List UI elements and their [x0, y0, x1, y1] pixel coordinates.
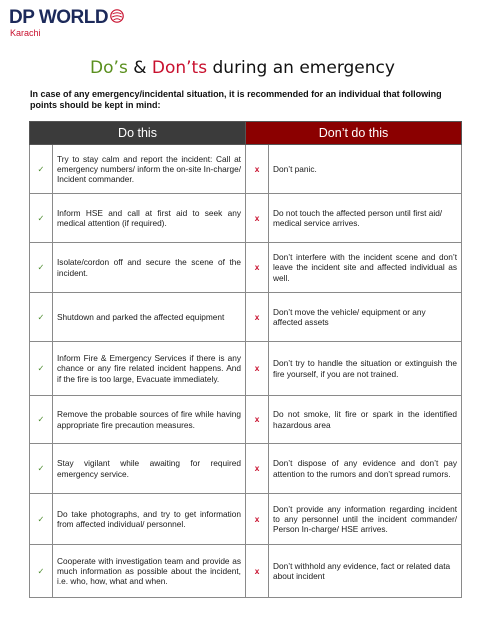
table-row [30, 194, 462, 243]
cross-icon: x [246, 396, 269, 444]
dont-column-header: Don’t do this [246, 122, 462, 145]
brand-name: DP WORLD [9, 7, 109, 28]
dont-cell: Don’t try to handle the situation or extinguish the fire yourself, if you are not trained. [269, 342, 462, 396]
dont-cell: Don’t move the vehicle/ equipment or any affected assets [269, 293, 462, 342]
location-label: Karachi [10, 28, 41, 38]
table-row [30, 396, 462, 444]
do-cell: Isolate/cordon off and secure the scene of the incident. [53, 243, 246, 293]
do-cell: Cooperate with investigation team and provide as much information as possible about the incident, i.e. who, how, what and when. [53, 545, 246, 598]
check-icon: ✓ [30, 243, 53, 293]
dont-cell: Do not touch the affected person until first aid/ medical service arrives. [269, 194, 462, 243]
table-row [30, 545, 462, 598]
dp-world-logo [9, 8, 124, 39]
check-icon: ✓ [30, 396, 53, 444]
do-column-header: Do this [30, 122, 246, 145]
table-row [30, 145, 462, 194]
dont-cell: Do not smoke, lit fire or spark in the identified hazardous area [269, 396, 462, 444]
do-cell: Inform Fire & Emergency Services if there is any chance or any fire related incident happens. And if the fire is too large, Evacuate immediately. [53, 342, 246, 396]
do-cell: Shutdown and parked the affected equipment [53, 293, 246, 342]
do-cell: Remove the probable sources of fire while having appropriate fire precaution measures. [53, 396, 246, 444]
check-icon: ✓ [30, 145, 53, 194]
cross-icon: x [246, 243, 269, 293]
cross-icon: x [246, 293, 269, 342]
table-row [30, 444, 462, 494]
table-row [30, 243, 462, 293]
cross-icon: x [246, 545, 269, 598]
dont-cell: Don’t withhold any evidence, fact or related data about incident [269, 545, 462, 598]
intro-text: In case of any emergency/incidental situation, it is recommended for an individual that following points should be kept in mind: [30, 89, 442, 110]
do-cell: Do take photographs, and try to get information from affected individual/ personnel. [53, 494, 246, 545]
cross-icon: x [246, 444, 269, 494]
do-cell: Try to stay calm and report the incident: Call at emergency numbers/ inform the on-site In-charge/ Incident commander. [53, 145, 246, 194]
check-icon: ✓ [30, 444, 53, 494]
check-icon: ✓ [30, 545, 53, 598]
cross-icon: x [246, 194, 269, 243]
do-cell: Stay vigilant while awaiting for required emergency service. [53, 444, 246, 494]
page-title [0, 58, 485, 78]
cross-icon: x [246, 494, 269, 545]
check-icon: ✓ [30, 293, 53, 342]
header [0, 0, 485, 46]
table-row [30, 293, 462, 342]
table-row [30, 494, 462, 545]
globe-icon [110, 9, 124, 23]
check-icon: ✓ [30, 194, 53, 243]
dont-cell: Don’t provide any information regarding incident to any personnel until the incident commander/ Person In-charge/ HSE arrives. [269, 494, 462, 545]
dont-cell: Don’t dispose of any evidence and don’t pay attention to the rumors and don’t spread rumors. [269, 444, 462, 494]
title-amp: & [133, 58, 147, 78]
cross-icon: x [246, 145, 269, 194]
cross-icon: x [246, 342, 269, 396]
check-icon: ✓ [30, 494, 53, 545]
table-row [30, 342, 462, 396]
title-rest: during an emergency [212, 58, 395, 78]
check-icon: ✓ [30, 342, 53, 396]
title-donts: Don’ts [151, 58, 208, 78]
dos-donts-table [29, 121, 462, 598]
dont-cell: Don’t interfere with the incident scene and don’t leave the incident site and affected individual as well. [269, 243, 462, 293]
title-dos: Do’s [90, 58, 128, 78]
dont-cell: Don’t panic. [269, 145, 462, 194]
table-header-row [30, 122, 462, 145]
do-cell: Inform HSE and call at first aid to seek any medical attention (if required). [53, 194, 246, 243]
